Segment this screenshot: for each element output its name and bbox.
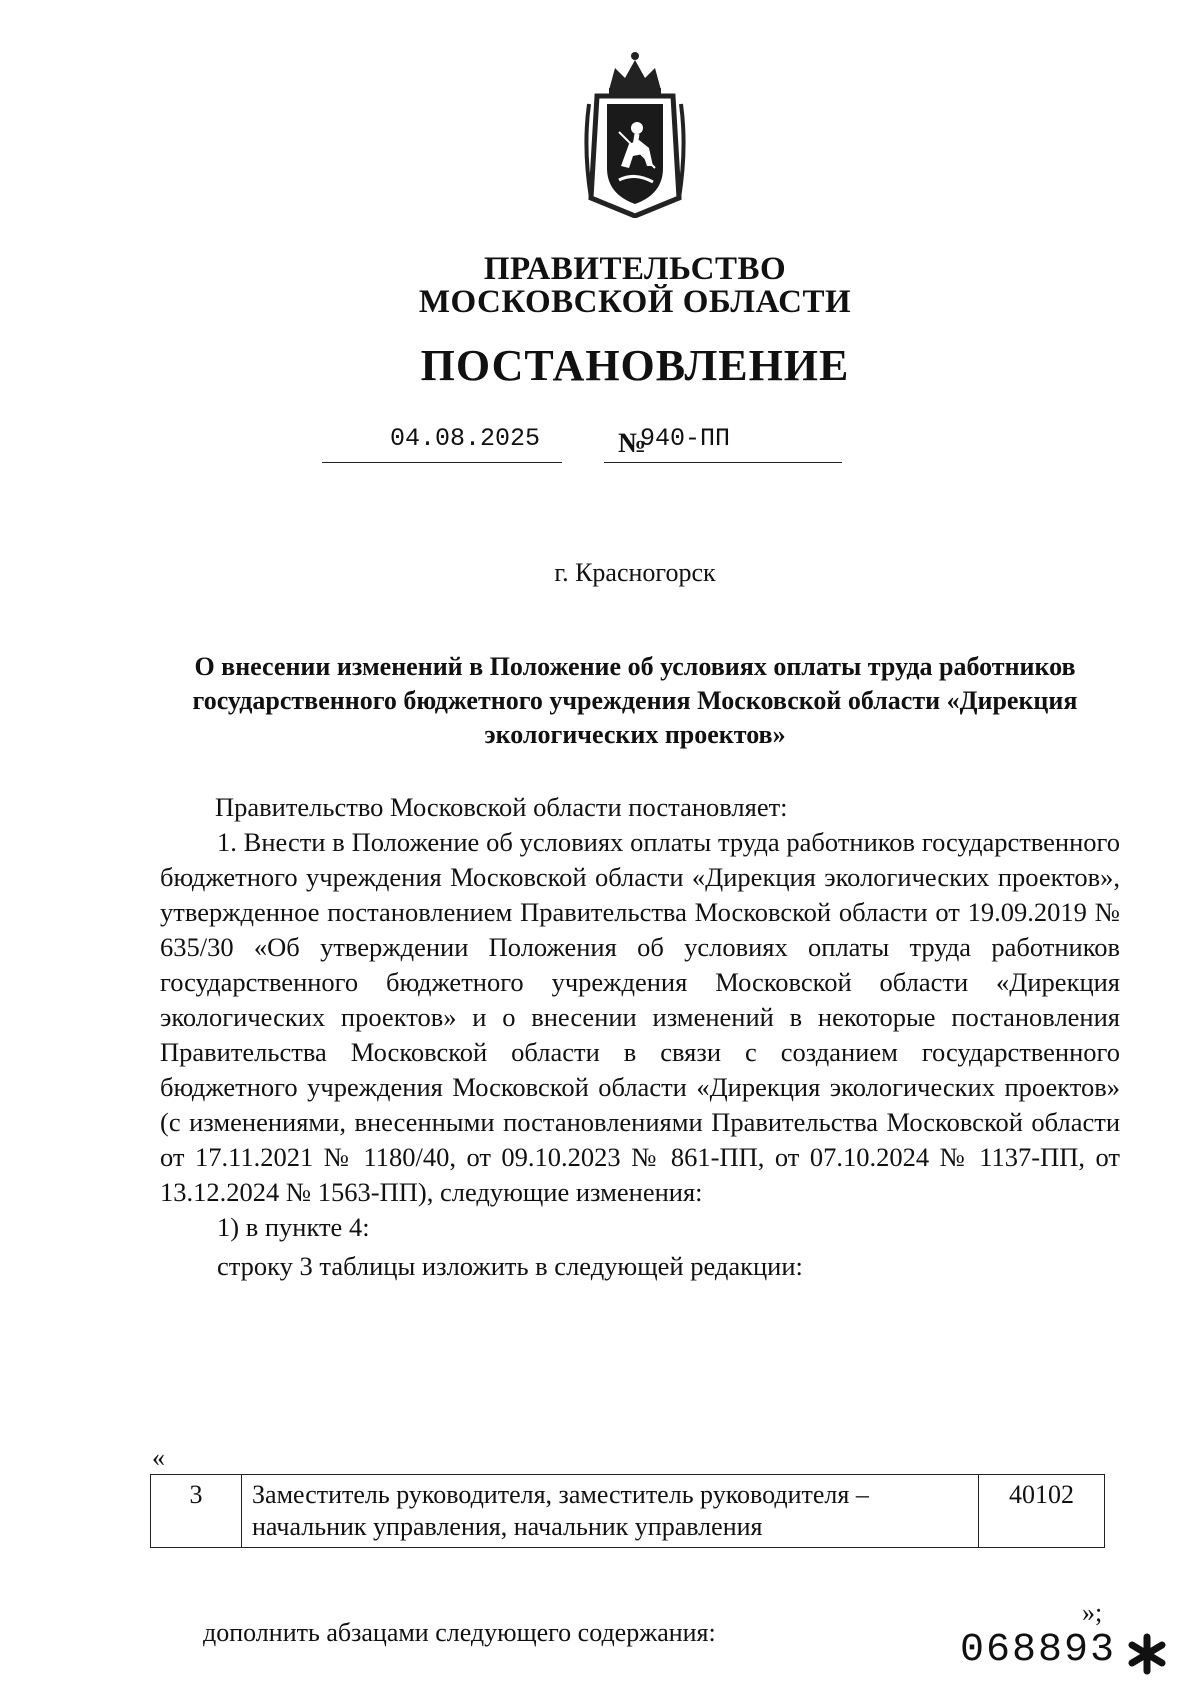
- quote-close: »;: [1082, 1598, 1103, 1627]
- sub-item-instruction: строку 3 таблицы изложить в следующей редакции:: [217, 1251, 803, 1281]
- date-underline: [322, 462, 562, 463]
- sub-item-1: 1) в пункте 4:: [217, 1212, 370, 1242]
- document-type-title: ПОСТАНОВЛЕНИЕ: [420, 341, 850, 390]
- number-sign: №: [618, 428, 647, 459]
- item-1-paragraph: 1. Внести в Положение об условиях оплаты труда работников государственного бюджетного учреждения Московской области «Дирекция экологических проектов», утвержденное постановлением Правительства Московской области от 19.09.2019 № 635/30 «Об утверждении Положения об условиях оплаты труда работников государственного бюджетного учреждения Московской области «Дирекция экологических проектов» и о внесении изменений в некоторые постановления Правительства Московской области в связи с созданием государственного бюджетного учреждения Московской области «Дирекция экологических проектов» (с изменениями, внесенными постановлениями Правительства Московской области от 17.11.2021 № 1180/40, от 09.10.2023 № 861-ПП, от 07.10.2024 № 1137-ПП, от 13.12.2024 № 1563-ПП), следующие изменения:: [160, 827, 1120, 1207]
- document-date: 04.08.2025: [390, 424, 541, 453]
- document-body: [160, 790, 1120, 1284]
- org-name-line2: МОСКОВСКОЙ ОБЛАСТИ: [418, 284, 852, 320]
- row-number-cell: 3: [151, 1475, 242, 1548]
- city-name: г. Красногорск: [554, 558, 716, 587]
- intro-paragraph: Правительство Московской области постановляет:: [215, 792, 788, 822]
- table-row: [151, 1475, 1105, 1548]
- quote-open: «: [152, 1443, 165, 1472]
- document-subject: О внесении изменений в Положение об условиях оплаты труда работников государственного бюджетного учреждения Московской области «Дирекция экологических проектов»: [192, 652, 1078, 749]
- salary-table: [150, 1474, 1105, 1548]
- after-table-paragraph: дополнить абзацами следующего содержания:: [203, 1618, 716, 1647]
- number-underline: [604, 462, 842, 463]
- org-name-line1: ПРАВИТЕЛЬСТВО: [483, 251, 787, 287]
- salary-cell: 40102: [979, 1475, 1105, 1548]
- position-cell: Заместитель руководителя, заместитель руководителя – начальник управления, начальник управления: [242, 1475, 979, 1548]
- serial-number: 068893: [960, 1628, 1117, 1673]
- document-number: 940-ПП: [640, 424, 731, 453]
- asterisk-icon: [1125, 1632, 1169, 1676]
- coat-of-arms-icon: [575, 48, 695, 218]
